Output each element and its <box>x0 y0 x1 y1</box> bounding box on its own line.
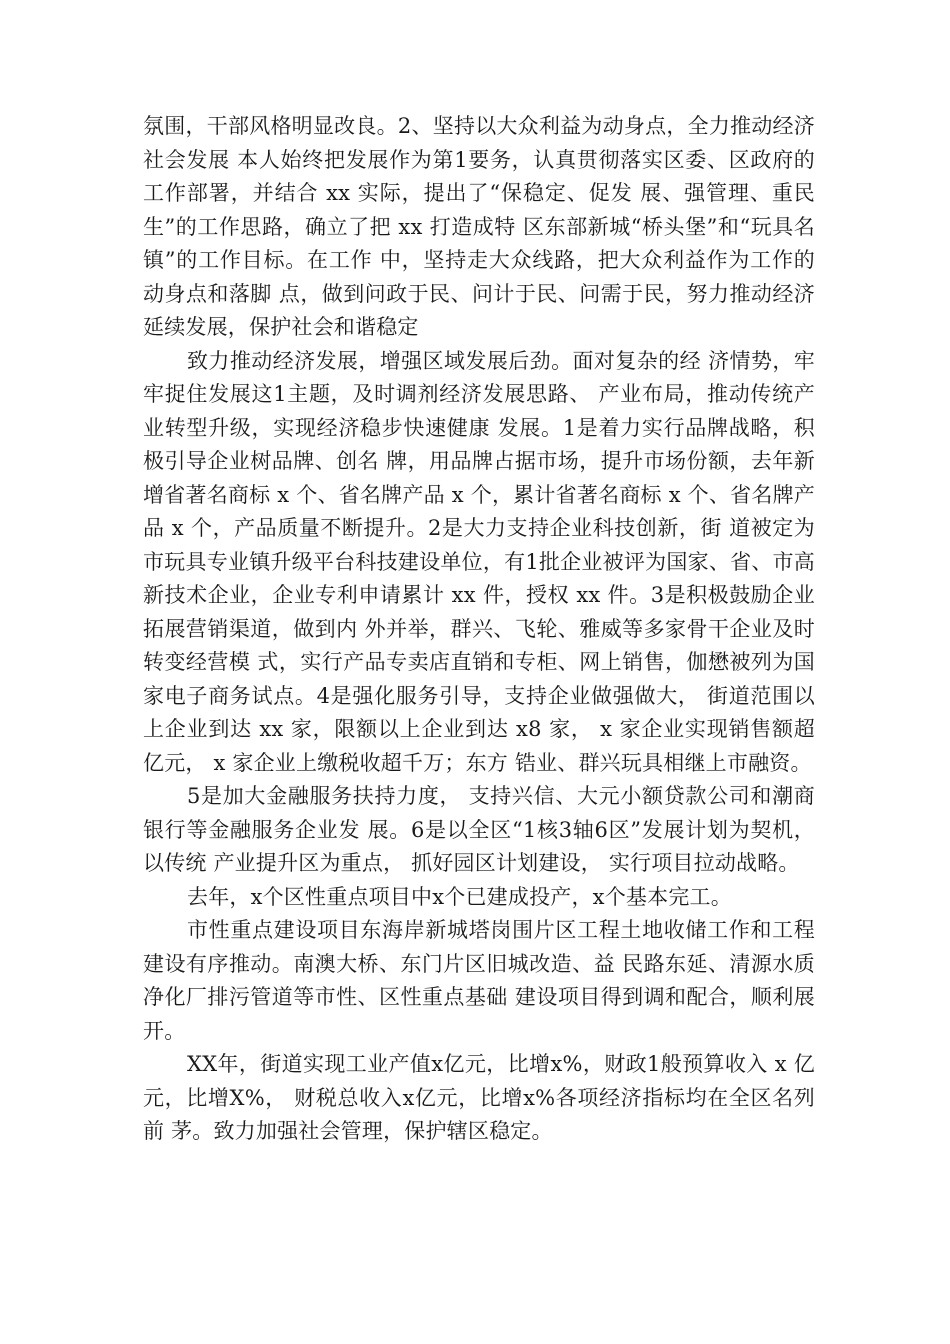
paragraph-5: 市性重点建设项目东海岸新城塔岗围片区工程土地收储工作和工程建设有序推动。南澳大桥、东门片区旧城改造、益 民路东延、清源水质净化厂排污管道等市性、区性重点基础 建设项目得到调和配合，顺利展开。 <box>143 918 815 1043</box>
paragraph-4: 去年，x个区性重点项目中x个已建成投产，x个基本完工。 <box>187 884 732 909</box>
paragraph-1: 氛围，干部风格明显改良。2、坚持以大众利益为动身点，全力推动经济社会发展 本人始终把发展作为第1要务，认真贯彻落实区委、区政府的工作部署，并结合 xx 实际，提出了“保稳定、促发 展、强管理、重民生”的工作思路，确立了把 xx 打造成特 区东部新城“桥头堡”和“玩具名镇”的工作目标。在工作 中，坚持走大众线路，把大众利益作为工作的动身点和落脚 点，做到问政于民、问计于民、问需于民，努力推动经济延续发展，保护社会和谐稳定 <box>143 114 815 339</box>
paragraph-6: XX年，街道实现工业产值x亿元，比增x%，财政1般预算收入 x 亿元，比增X%， 财税总收入x亿元，比增x%各项经济指标均在全区名列前 茅。致力加强社会管理，保护辖区稳定。 <box>143 1052 815 1143</box>
paragraph-3: 5是加大金融服务扶持力度， 支持兴信、大元小额贷款公司和潮商银行等金融服务企业发 展。6是以全区“1核3轴6区”发展计划为契机，以传统 产业提升区为重点， 抓好园区计划建设， 实行项目拉动战略。 <box>143 784 815 875</box>
paragraph-2: 致力推动经济发展，增强区域发展后劲。面对复杂的经 济情势，牢牢捉住发展这1主题，及时调剂经济发展思路、 产业布局，推动传统产业转型升级，实现经济稳步快速健康 发展。1是着力实行品牌战略，积极引导企业树品牌、创名 牌，用品牌占据市场，提升市场份额，去年新增省著名商标 x 个、省名牌产品 x 个，累计省著名商标 x 个、省名牌产品 x 个，产品质量不断提升。2是大力支持企业科技创新，街 道被定为市玩具专业镇升级平台科技建设单位，有1批企业被评为国家、省、市高新技术企业，企业专利申请累计 xx 件，授权 xx 件。3是积极鼓励企业拓展营销渠道，做到内 外并举，群兴、飞轮、雅威等多家骨干企业及时转变经营模 式，实行产品专卖店直销和专柜、网上销售，伽懋被列为国 家电子商务试点。4是强化服务引导，支持企业做强做大， 街道范围以上企业到达 xx 家，限额以上企业到达 x8 家， x 家企业实现销售额超亿元， x 家企业上缴税收超千万；东方 锆业、群兴玩具相继上市融资。 <box>143 348 815 775</box>
document-body <box>143 110 815 1149</box>
